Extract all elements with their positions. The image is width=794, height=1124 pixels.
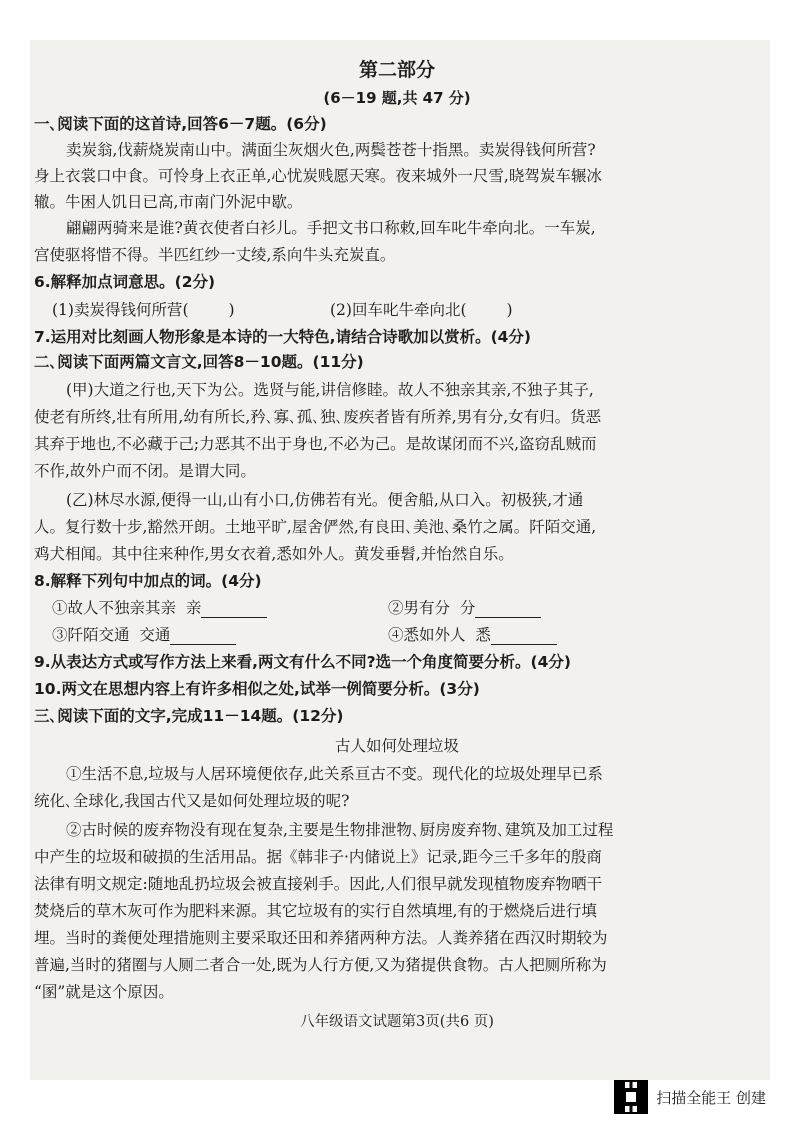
q8-answer-blank-2[interactable] [475,601,541,618]
q8-sentence: ②男有分 [388,599,451,617]
text-yi-line: (乙)林尽水源,便得一山,山有小口,仿佛若有光。便舍船,从口入。初极狭,才通 [66,491,584,509]
q8-word: 分 [459,599,476,617]
question-6: 6.解释加点词意思。(2分) [34,273,216,291]
question-8: 8.解释下列句中加点的词。(4分) [34,572,262,590]
article-paragraph-line: 中产生的垃圾和破损的生活用品。据《韩非子·内储说上》记录,距今三千多年的殷商 [34,848,602,866]
poem-line: 宫使驱将惜不得。半匹红纱一丈绫,系向牛头充炭直。 [34,246,396,264]
poem-line: 辙。牛困人饥日已高,市南门外泥中歇。 [34,193,303,211]
article-paragraph-line: 法律有明文规定:随地乱扔垃圾会被直接剁手。因此,人们很早就发现植物废弃物晒干 [34,875,603,893]
part-title: 第二部分 [358,59,435,81]
text-jia-line: 其弃于地也,不必藏于己;力恶其不出于身也,不必为己。是故谋闭而不兴,盗窃乱贼而 [34,435,597,453]
article-paragraph-line: 统化､全球化,我国古代又是如何处理垃圾的呢? [34,792,350,810]
q8-item-3 [52,625,236,645]
article-paragraph-line: ①生活不息,垃圾与人居环境便依存,此关系亘古不变。现代化的垃圾处理早已系 [66,765,603,783]
article-paragraph-line: 普遍,当时的猪圈与人厕二者合一处,既为人行方便,又为猪提供食物。古人把厕所称为 [34,956,607,974]
q6-item-2-text: (2)回车叱牛牵向北( [330,301,467,319]
q8-answer-blank-3[interactable] [170,628,236,645]
poem-line: 卖炭翁,伐薪烧炭南山中。满面尘灰烟火色,两鬓苍苍十指黑。卖炭得钱何所营? [66,141,596,159]
q8-word: 亲 [185,599,202,617]
part-subtitle: (6－19 题,共 47 分) [323,89,471,107]
poem-line: 身上衣裳口中食。可怜身上衣正单,心忧炭贱愿天寒。夜来城外一尺雪,晓驾炭车辗冰 [34,167,602,185]
q8-answer-blank-1[interactable] [201,601,267,618]
text-yi-line: 人。复行数十步,豁然开朗。土地平旷,屋舍俨然,有良田､美池､桑竹之属。阡陌交通, [34,518,597,536]
scanner-watermark [614,1080,766,1114]
poem-line: 翩翩两骑来是谁?黄衣使者白衫儿。手把文书口称敕,回车叱牛牵向北。一车炭, [66,219,596,237]
section-1-header: 一､阅读下面的这首诗,回答6－7题。(6分) [34,115,327,133]
page-number-label: 八年级语文试题第3页(共6 页) [300,1014,494,1030]
question-9: 9.从表达方式或写作方法上来看,两文有什么不同?选一个角度简要分析。(4分) [34,653,572,671]
section-3-header: 三､阅读下面的文字,完成11－14题。(12分) [34,707,344,725]
question-7: 7.运用对比刻画人物形象是本诗的一大特色,请结合诗歌加以赏析。(4分) [34,328,532,346]
q6-item-1-text: (1)卖炭得钱何所营( [52,301,189,319]
q8-item-4 [388,625,557,645]
section-2-header: 二､阅读下面两篇文言文,回答8－10题。(11分) [34,353,364,371]
article-paragraph-line: ②古时候的废弃物没有现在复杂,主要是生物排泄物､厨房废弃物､建筑及加工过程 [66,821,614,839]
q8-sentence: ④悉如外人 [388,626,466,644]
q8-word: 交通 [139,626,171,644]
q8-sentence: ①故人不独亲其亲 [52,599,177,617]
q8-item-2 [388,598,541,618]
scanner-label: 扫描全能王 创建 [656,1088,766,1107]
text-yi-line: 鸡犬相闻。其中往来种作,男女衣着,悉如外人。黄发垂髫,并怡然自乐。 [34,545,514,563]
q8-answer-blank-4[interactable] [491,628,557,645]
text-jia-line: (甲)大道之行也,天下为公。选贤与能,讲信修睦。故人不独亲其亲,不独子其子, [66,381,594,399]
question-10: 10.两文在思想内容上有许多相似之处,试举一例简要分析。(3分) [34,680,480,698]
article-paragraph-line: “圂”就是这个原因。 [34,983,174,1001]
question-6-item-2 [330,300,513,320]
text-jia-line: 不作,故外户而不闭。是谓大同。 [34,462,256,480]
article-title: 古人如何处理垃圾 [334,737,459,755]
article-paragraph-line: 焚烧后的草木灰可作为肥料来源。其它垃圾有的实行自然填埋,有的于燃烧后进行填 [34,902,597,920]
article-paragraph-line: 埋。当时的粪便处理措施则主要采取还田和养猪两种方法。人粪养猪在西汉时期较为 [34,929,608,947]
q8-word: 悉 [475,626,491,644]
qr-code-icon [614,1080,648,1114]
q8-item-1 [52,598,267,618]
q6-item-2-close: ) [506,301,513,319]
q8-sentence: ③阡陌交通 [52,626,130,644]
text-jia-line: 使老有所终,壮有所用,幼有所长,矜､寡､孤､独､废疾者皆有所养,男有分,女有归。货恶 [34,408,602,426]
question-6-item-1 [52,300,235,320]
q6-item-1-close: ) [228,301,235,319]
